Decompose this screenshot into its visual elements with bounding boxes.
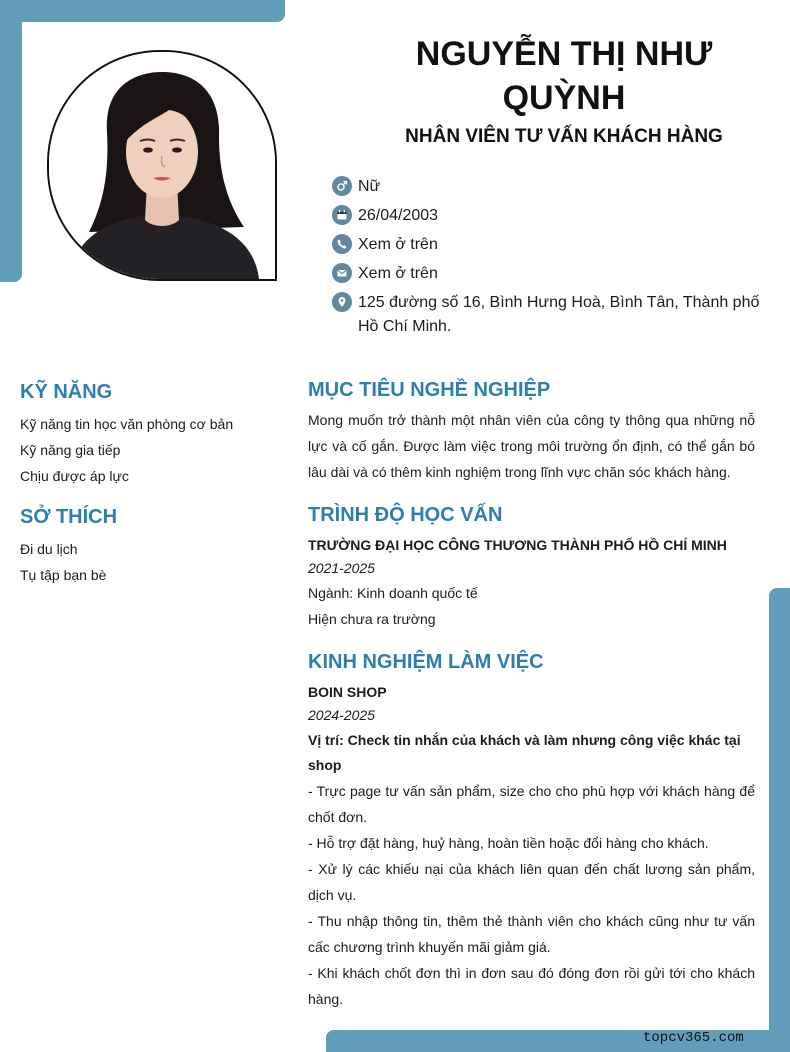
phone-icon	[332, 234, 352, 254]
birthdate-text: 26/04/2003	[358, 207, 439, 224]
education-heading: TRÌNH ĐỘ HỌC VẤN	[308, 504, 503, 526]
hobbies-heading: SỞ THÍCH	[20, 506, 118, 528]
skill-item: Kỹ năng gia tiếp	[20, 442, 121, 458]
watermark-text: topcv365.com	[643, 1030, 744, 1046]
objective-heading: MỤC TIÊU NGHỀ NGHIỆP	[308, 379, 551, 401]
education-section	[308, 535, 755, 632]
email-icon	[332, 263, 352, 283]
info-email	[332, 262, 772, 286]
company-name: BOIN SHOP	[308, 684, 387, 700]
gender-text: Nữ	[358, 178, 381, 195]
hobby-item: Tụ tập bạn bè	[20, 567, 107, 583]
info-address	[332, 291, 772, 339]
education-period: 2021-2025	[308, 560, 375, 576]
education-status: Hiện chưa ra trường	[308, 611, 436, 627]
hobby-item: Đi du lịch	[20, 541, 78, 557]
duty-item: - Thu nhập thông tin, thêm thẻ thành viên cho khách cũng như tư vấn cấc chương trình khuyến mãi giảm giá.	[308, 913, 755, 955]
skills-heading: KỸ NĂNG	[20, 381, 113, 403]
duty-item: - Hỗ trợ đặt hàng, huỷ hàng, hoàn tiền hoặc đổi hàng cho khách.	[308, 835, 709, 851]
job-position: Vị trí: Check tin nhắn của khách và làm nhưng công việc khác tại shop	[308, 732, 741, 773]
candidate-name: NGUYỄN THỊ NHƯ QUỲNH	[415, 35, 713, 117]
objective-text: Mong muốn trở thành một nhân viên của công ty thông qua những nỗ lực và cố gắn. Được làm việc trong môi trường ổn định, có thể gắn bó lâu dài và có thêm kinh nghiệm trong lĩnh vực chăn sóc khách hàng.	[308, 412, 755, 480]
accent-bar-top	[0, 0, 285, 22]
accent-bar-left	[0, 0, 22, 282]
email-text: Xem ở trên	[358, 265, 438, 282]
duty-item: - Trực page tư vấn sản phẩm, size cho cho phù hợp với khách hàng để chốt đơn.	[308, 783, 755, 825]
address-text: 125 đường số 16, Bình Hưng Hoà, Bình Tân, Thành phố Hồ Chí Minh.	[358, 294, 760, 335]
skill-item: Chịu được áp lực	[20, 468, 129, 484]
duty-item: - Xử lý các khiếu nại của khách liên quan đến chất lương sản phẩm, dịch vụ.	[308, 861, 755, 903]
info-phone	[332, 233, 772, 257]
location-icon	[332, 292, 352, 312]
skill-item: Kỹ năng tin học văn phòng cơ bản	[20, 416, 234, 432]
accent-bar-right	[769, 588, 790, 1052]
objective-section	[308, 407, 755, 485]
duty-item: - Khi khách chốt đơn thì in đơn sau đó đóng đơn rồi gửi tới cho khách hàng.	[308, 965, 755, 1007]
profile-photo	[47, 50, 277, 281]
experience-section	[308, 682, 755, 1012]
info-gender	[332, 175, 772, 199]
school-name: TRƯỜNG ĐẠI HỌC CÔNG THƯƠNG THÀNH PHỐ HỒ CHÍ MINH	[308, 537, 727, 553]
education-major: Ngành: Kinh doanh quốc tế	[308, 585, 478, 601]
experience-heading: KINH NGHIỆM LÀM VIỆC	[308, 651, 544, 673]
job-title: NHÂN VIÊN TƯ VẤN KHÁCH HÀNG	[405, 126, 723, 147]
gender-icon	[332, 176, 352, 196]
experience-period: 2024-2025	[308, 707, 375, 723]
info-birthdate	[332, 204, 772, 228]
phone-text: Xem ở trên	[358, 236, 438, 253]
calendar-icon	[332, 205, 352, 225]
